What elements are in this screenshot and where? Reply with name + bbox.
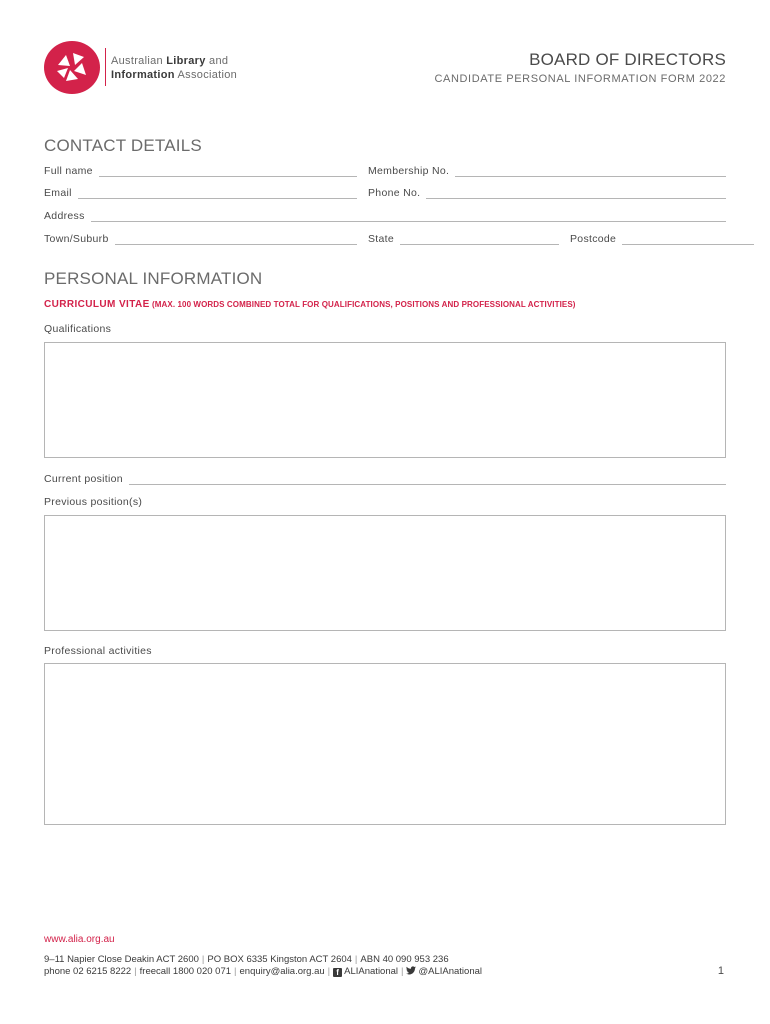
address-field	[44, 208, 726, 222]
membership-field	[368, 163, 726, 177]
facebook-handle[interactable]: ALIAnational	[344, 966, 399, 977]
professional-activities-label: Professional activities	[44, 645, 152, 657]
previous-positions-textarea[interactable]	[44, 515, 726, 631]
full-name-field	[44, 163, 357, 177]
email-label: Email	[44, 187, 72, 199]
footer-email[interactable]: enquiry@alia.org.au	[239, 966, 325, 977]
facebook-icon: f	[333, 968, 342, 977]
footer-phone: phone 02 6215 8222	[44, 966, 132, 977]
previous-positions-label: Previous position(s)	[44, 496, 143, 508]
town-input[interactable]	[115, 235, 357, 245]
twitter-icon	[406, 966, 416, 975]
current-position-label: Current position	[44, 473, 123, 485]
full-name-label: Full name	[44, 165, 93, 177]
qualifications-label: Qualifications	[44, 323, 112, 335]
contact-details-heading: CONTACT DETAILS	[44, 136, 202, 155]
document-subtitle: CANDIDATE PERSONAL INFORMATION FORM 2022	[434, 73, 726, 85]
personal-information-heading: PERSONAL INFORMATION	[44, 269, 263, 288]
footer-freecall: freecall 1800 020 071	[139, 966, 232, 977]
footer-contact-line: phone 02 6215 8222 | freecall 1800 020 071 | enquiry@alia.org.au | f ALIAnational | @ALIAnational	[44, 966, 483, 977]
alia-logo-star-icon	[44, 41, 100, 94]
curriculum-vitae-heading: CURRICULUM VITAE (MAX. 100 WORDS COMBINED TOTAL FOR QUALIFICATIONS, POSITIONS AND PROFESSIONAL ACTIVITIES)	[44, 299, 576, 310]
postcode-input[interactable]	[622, 235, 754, 245]
organisation-name: Australian Library and Information Association	[111, 55, 238, 81]
address-label: Address	[44, 210, 85, 222]
document-title: BOARD OF DIRECTORS	[529, 50, 726, 69]
postcode-field	[570, 231, 726, 245]
phone-field	[368, 185, 726, 199]
address-input[interactable]	[91, 212, 726, 222]
footer-address-line: 9–11 Napier Close Deakin ACT 2600 | PO BOX 6335 Kingston ACT 2604 | ABN 40 090 953 236	[44, 954, 449, 965]
email-input[interactable]	[78, 189, 357, 199]
current-position-field	[44, 471, 726, 485]
town-field	[44, 231, 357, 245]
town-label: Town/Suburb	[44, 233, 109, 245]
full-name-input[interactable]	[99, 167, 357, 177]
twitter-handle[interactable]: @ALIAnational	[418, 966, 483, 977]
phone-input[interactable]	[426, 189, 726, 199]
logo-divider	[105, 48, 106, 86]
state-label: State	[368, 233, 395, 245]
page-number: 1	[717, 965, 724, 977]
website-link[interactable]: www.alia.org.au	[44, 934, 115, 945]
professional-activities-textarea[interactable]	[44, 663, 726, 825]
membership-label: Membership No.	[368, 165, 450, 177]
state-field	[368, 231, 559, 245]
postcode-label: Postcode	[570, 233, 617, 245]
email-field	[44, 185, 357, 199]
current-position-input[interactable]	[129, 475, 726, 485]
qualifications-textarea[interactable]	[44, 342, 726, 458]
membership-input[interactable]	[455, 167, 726, 177]
state-input[interactable]	[400, 235, 559, 245]
phone-label: Phone No.	[368, 187, 421, 199]
